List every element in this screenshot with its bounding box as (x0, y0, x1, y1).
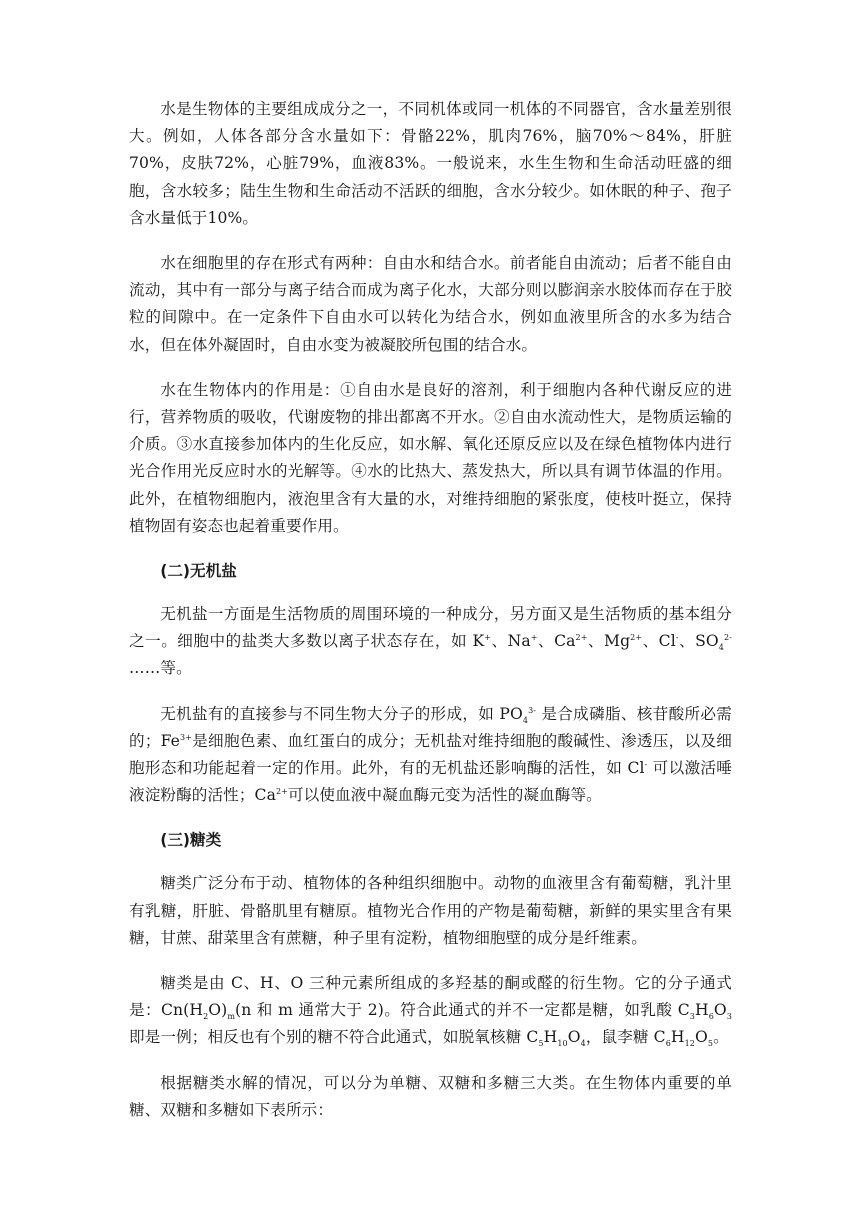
sugars-classification-paragraph: 根据糖类水解的情况，可以分为单糖、双糖和多糖三大类。在生物体内重要的单糖、双糖和多糖如下表所示： (129, 1073, 732, 1119)
document-page (129, 96, 732, 1142)
water-forms-paragraph: 水在细胞里的存在形式有两种：自由水和结合水。前者能自由流动；后者不能自由流动，其中有一部分与离子结合而成为离子化水，大部分则以膨润亲水胶体而存在于胶粒的间隙中。在一定条件下自由水可以转化为结合水，例如血液里所含的水多为结合水，但在体外凝固时，自由水变为被凝胶所包围的结合水。 (129, 254, 732, 354)
water-functions-paragraph: 水在生物体内的作用是：①自由水是良好的溶剂，利于细胞内各种代谢反应的进行，营养物质的吸收，代谢废物的排出都离不开水。②自由水流动性大，是物质运输的介质。③水直接参加体内的生化反应，如水解、氧化还原反应以及在绿色植物体内进行光合作用光反应时水的光解等。④水的比热大、蒸发热大，所以具有调节体温的作用。此外，在植物细胞内，液泡里含有大量的水，对维持细胞的紧张度，使枝叶挺立，保持植物固有姿态也起着重要作用。 (129, 380, 732, 535)
salts-intro-paragraph: 无机盐一方面是生活物质的周围环境的一种成分，另方面又是生活物质的基本组分之一。细胞中的盐类大多数以离子状态存在，如 K+、Na+、$Ca^{2+}$、$Mg^{2+}$、Cl-、$SO_4^{2-}$ ……等。 (129, 605, 732, 678)
sugars-formula-paragraph: 糖类是由 C、H、O 三种元素所组成的多羟基的酮或醛的衍生物。它的分子通式是：$Cn(H_2O)_m(n$ 和 m 通常大于 2)。符合此通式的并不一定都是糖，如乳酸 $C_3H_6O_3$ 即是一例；相反也有个别的糖不符合此通式，如脱氧核糖 $C_5H_{10}O_4$，鼠李糖 $C_6H_{12}O_5$。 (129, 974, 732, 1049)
salts-function-paragraph: 无机盐有的直接参与不同生物大分子的形成，如 $PO_4^{3-}$ 是合成磷脂、核苷酸所必需的；$Fe^{3+}$是细胞色素、血红蛋白的成分；无机盐对维持细胞的酸碱性、渗透压，以及细胞形态和功能起着一定的作用。此外，有的无机盐还影响酶的活性，如 Cl- 可以激活唾液淀粉酶的活性；$Ca^{2+}$可以使血液中凝血酶元变为活性的凝血酶等。 (129, 704, 732, 805)
water-content-paragraph: 水是生物体的主要组成成分之一，不同机体或同一机体的不同器官，含水量差别很大。例如，人体各部分含水量如下：骨骼22%，肌肉76%，脑70%～84%，肝脏70%，皮肤72%，心脏79%，血液83%。一般说来，水生生物和生命活动旺盛的细胞，含水较多；陆生生物和生命活动不活跃的细胞，含水分较少。如休眠的种子、孢子含水量低于10%。 (129, 100, 732, 227)
section-heading-inorganic-salts: (二)无机盐 (160, 562, 237, 581)
sugars-distribution-paragraph: 糖类广泛分布于动、植物体的各种组织细胞中。动物的血液里含有葡萄糖，乳汁里有乳糖，肝脏、骨骼肌里有糖原。植物光合作用的产物是葡萄糖，新鲜的果实里含有果糖，甘蔗、甜菜里含有蔗糖，种子里有淀粉，植物细胞壁的成分是纤维素。 (129, 874, 732, 947)
section-heading-sugars: (三)糖类 (160, 831, 222, 850)
